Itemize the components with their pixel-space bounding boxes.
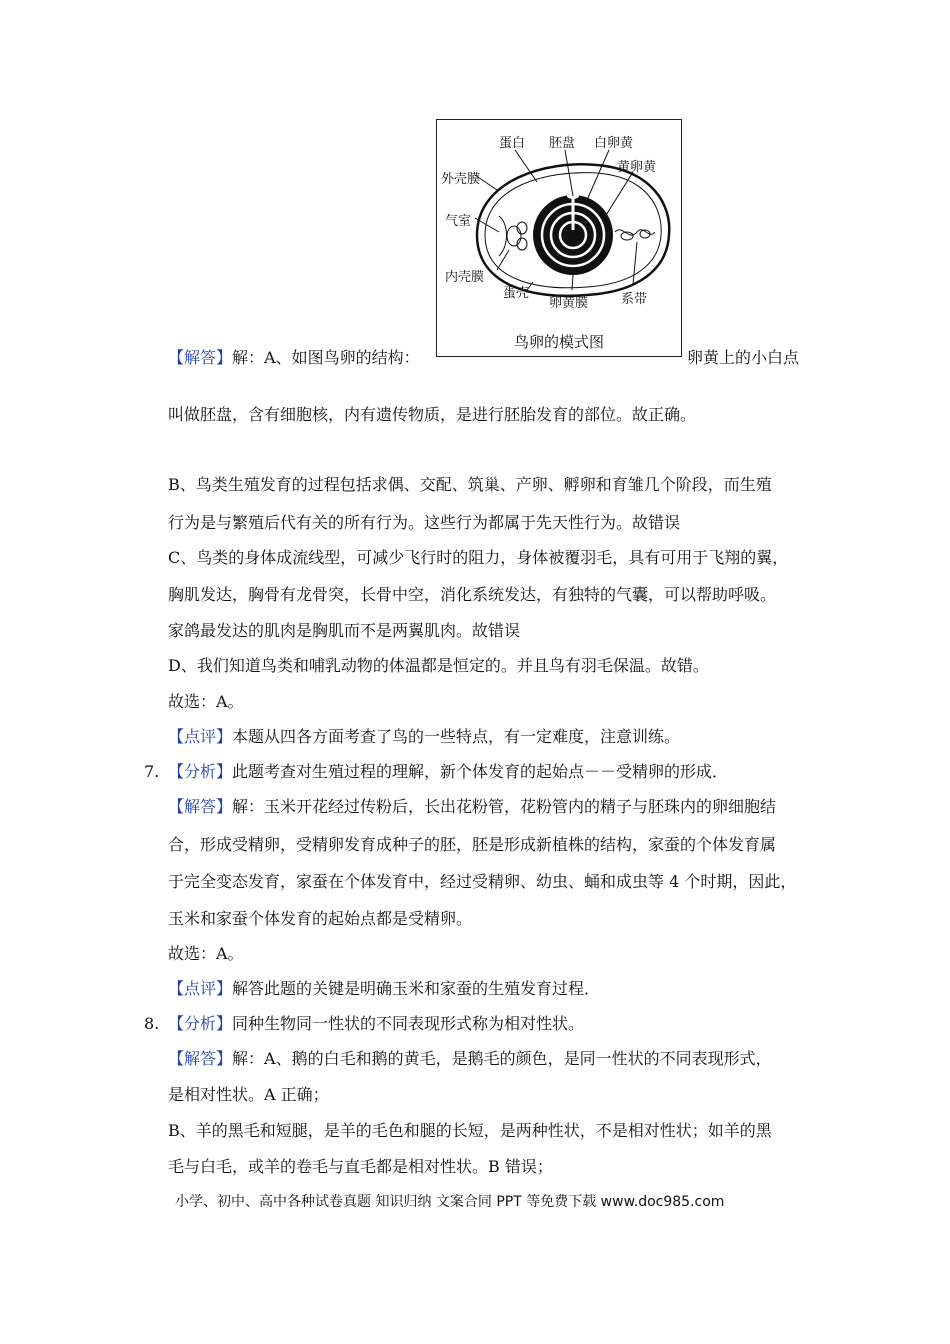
label-air-chamber: 气室 bbox=[445, 214, 472, 229]
q7-analysis-tag: 【分析】 bbox=[168, 762, 233, 781]
q6-answer-d-line: D、我们知道鸟类和哺乳动物的体温都是恒定的。并且鸟有羽毛保温。故错。 bbox=[168, 656, 709, 675]
label-inner-shell-membrane: 内壳膜 bbox=[445, 270, 485, 285]
label-germinal-disc: 胚盘 bbox=[549, 136, 576, 151]
q8-answer-b-line2: 毛与白毛，或羊的卷毛与直毛都是相对性状。B 错误； bbox=[168, 1157, 553, 1176]
q6-choice: 故选：A。 bbox=[168, 692, 244, 711]
q7-analysis-text: 此题考查对生殖过程的理解，新个体发育的起始点－－受精卵的形成． bbox=[232, 762, 729, 781]
q6-answer-c-line3: 家鸽最发达的肌肉是胸肌而不是两翼肌肉。故错误 bbox=[168, 621, 521, 640]
q8-analysis-tag: 【分析】 bbox=[168, 1014, 233, 1033]
q8-answer-tag: 【解答】 bbox=[168, 1049, 233, 1068]
label-egg-white: 蛋白 bbox=[499, 136, 526, 151]
label-white-yolk: 白卵黄 bbox=[594, 136, 634, 151]
q7-answer-line3: 于完全变态发育，家蚕在个体发育中，经过受精卵、幼虫、蛹和成虫等 4 个时期，因此， bbox=[168, 872, 797, 891]
q7-answer-line1 bbox=[168, 797, 776, 817]
q8-answer-a-line2: 是相对性状。A 正确； bbox=[168, 1085, 329, 1104]
figure-caption: 鸟卵的模式图 bbox=[513, 333, 604, 351]
egg-diagram-figure bbox=[436, 119, 682, 357]
q6-comment-text: 本题从四各方面考查了鸟的一些特点，有一定难度，注意训练。 bbox=[232, 727, 681, 746]
q8-answer-a-line1 bbox=[168, 1049, 772, 1069]
q7-answer-line1-text: 解：玉米开花经过传粉后，长出花粉管，花粉管内的精子与胚珠内的卵细胞结 bbox=[232, 797, 777, 816]
q7-comment bbox=[168, 979, 600, 999]
q6-answer-b-line2: 行为是与繁殖后代有关的所有行为。这些行为都属于先天性行为。故错误 bbox=[168, 513, 681, 532]
q8-number: 8. bbox=[144, 1014, 160, 1033]
q8-answer-a-line1-text: 解：A、鹅的白毛和鹅的黄毛，是鹅毛的颜色，是同一性状的不同表现形式， bbox=[232, 1049, 772, 1068]
q8-analysis-text: 同种生物同一性状的不同表现形式称为相对性状。 bbox=[232, 1014, 585, 1033]
q6-comment-tag: 【点评】 bbox=[168, 727, 233, 746]
q6-answer-a-post: 卵黄上的小白点 bbox=[687, 348, 800, 367]
q7-comment-text: 解答此题的关键是明确玉米和家蚕的生殖发育过程． bbox=[232, 979, 601, 998]
q6-answer-c-line1: C、鸟类的身体成流线型，可减少飞行时的阻力，身体被覆羽毛，具有可用于飞翔的翼， bbox=[168, 548, 789, 567]
q7-analysis bbox=[168, 762, 728, 782]
q6-answer-b-line1: B、鸟类生殖发育的过程包括求偶、交配、筑巢、产卵、孵卵和育雏几个阶段，而生殖 bbox=[168, 475, 772, 494]
q7-number: 7. bbox=[144, 762, 160, 781]
label-shell: 蛋壳 bbox=[503, 286, 530, 301]
q7-answer-line2: 合，形成受精卵，受精卵发育成种子的胚，胚是形成新植株的结构，家蚕的个体发育属 bbox=[168, 835, 777, 854]
label-yellow-yolk: 黄卵黄 bbox=[617, 160, 657, 175]
q6-answer-a-line1 bbox=[168, 348, 420, 368]
q6-answer-a-pre: 解：A、如图鸟卵的结构： bbox=[232, 348, 420, 367]
q6-answer-c-line2: 胸肌发达，胸骨有龙骨突，长骨中空，消化系统发达，有独特的气囊，可以帮助呼吸。 bbox=[168, 585, 777, 604]
label-yolk-membrane: 卵黄膜 bbox=[549, 296, 589, 311]
label-outer-shell-membrane: 外壳膜 bbox=[441, 172, 481, 187]
q8-analysis bbox=[168, 1014, 584, 1034]
q6-answer-tag: 【解答】 bbox=[168, 348, 233, 367]
q7-answer-line4: 玉米和家蚕个体发育的起始点都是受精卵。 bbox=[168, 909, 473, 928]
q6-comment bbox=[168, 727, 680, 747]
page-footer: 小学、初中、高中各种试卷真题 知识归纳 文案合同 PPT 等免费下载 www.doc985.com bbox=[175, 1194, 725, 1210]
q6-answer-a-line2: 叫做胚盘，含有细胞核，内有遗传物质，是进行胚胎发育的部位。故正确。 bbox=[168, 405, 697, 424]
q7-answer-tag: 【解答】 bbox=[168, 797, 233, 816]
q7-comment-tag: 【点评】 bbox=[168, 979, 233, 998]
q7-choice: 故选：A。 bbox=[168, 944, 244, 963]
q8-answer-b-line1: B、羊的黑毛和短腿，是羊的毛色和腿的长短，是两种性状，不是相对性状；如羊的黑 bbox=[168, 1121, 772, 1140]
label-chalaza: 系带 bbox=[621, 292, 648, 307]
